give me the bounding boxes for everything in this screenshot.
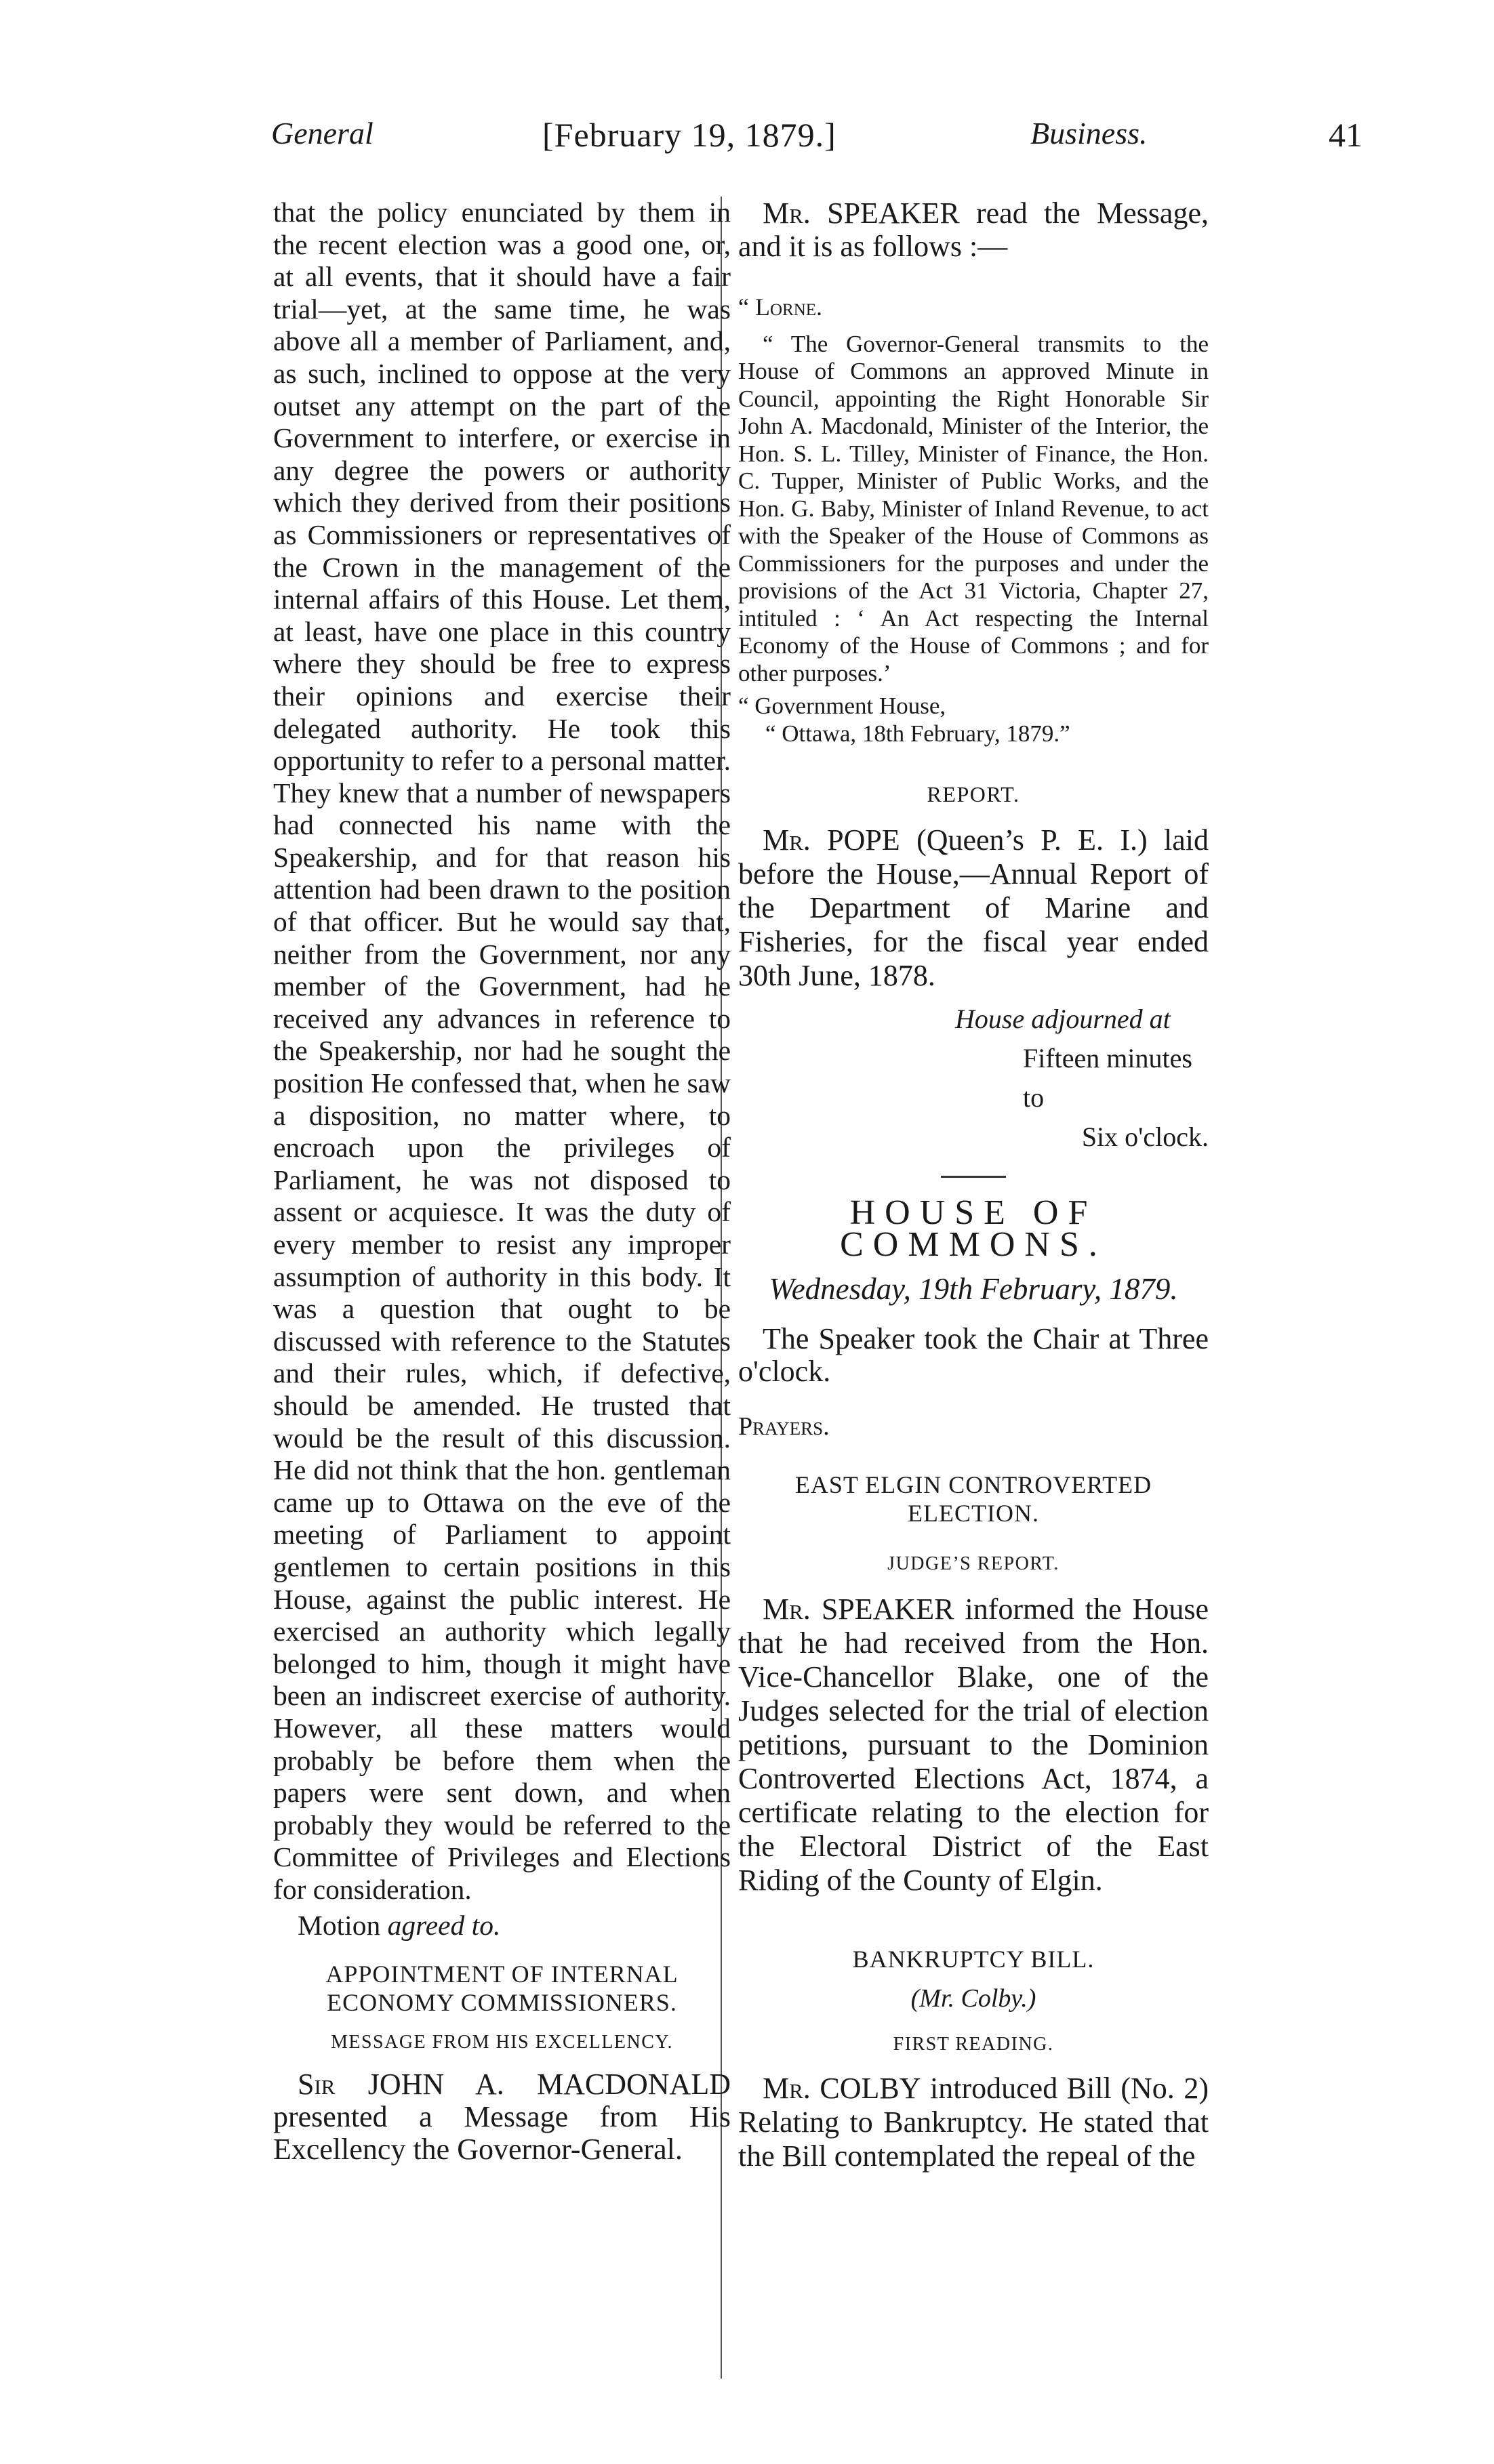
header-date: [February 19, 1879.]: [542, 116, 836, 154]
message-date: “ Ottawa, 18th February, 1879.”: [765, 720, 1070, 747]
adjournment-line-2: Fifteen minutes to: [1023, 1042, 1192, 1113]
section-rule: [941, 1176, 1006, 1178]
adjournment-line-3: Six o'clock.: [1081, 1121, 1209, 1152]
paragraph-speaker-read: [738, 197, 1209, 263]
section-heading-east-elgin: EAST ELGIN CONTROVERTED ELECTION.: [794, 1471, 1152, 1527]
bill-sponsor: (Mr. Colby.): [910, 1984, 1036, 2013]
speaker-name: Mr. SPEAKER: [763, 1592, 954, 1626]
subheading-judges-report: JUDGE’S REPORT.: [887, 1553, 1059, 1575]
message-origin: “ Government House,: [738, 693, 946, 720]
right-column: [738, 197, 1209, 2173]
adjournment-note: [738, 1000, 1209, 1157]
section-heading-bankruptcy: BANKRUPTCY BILL.: [852, 1945, 1095, 1973]
section-heading-internal-economy: APPOINTMENT OF INTERNAL ECONOMY COMMISSIONERS.: [325, 1960, 679, 2017]
paragraph-macdonald: [273, 2068, 731, 2166]
motion-line: [273, 1910, 731, 1942]
paragraph-text: read the Message, and it is as follows :—: [738, 197, 1209, 263]
paragraph-continued: that the policy enunciated by them in the recent election was a good one, or, at all events, that it should have a fair trial—yet, at the same time, he was above all a member of Parliament, and, as such, inclined to oppose at the very outset any attempt on the part of the Government to interfere, or exercise in any degree the powers or authority which they derived from their positions as Commissioners or representatives of the Crown in the management of the internal affairs of this House. Let them, at least, have one place in this country where they should be free to express their opinions and exercise their delegated authority. He took this opportunity to refer to a personal matter. They knew that a number of newspapers had connected his name with the Speakership, and for that reason his attention had been drawn to the position of that officer. But he would say that, neither from the Government, nor any member of the Government, had he received any advances in reference to the Speakership, nor had he sought the position He confessed that, when he saw a disposition, no matter where, to encroach upon the privileges of Parliament, he was not disposed to assent or acquiesce. It was the duty of every member to resist any improper assumption of authority in this body. It was a question that ought to be discussed with reference to the Statutes and their rules, which, if defective, should be amended. He trusted that would be the result of this discussion. He did not think that the hon. gentleman came up to Ottawa on the eve of the meeting of Parliament to appoint gentlemen to certain positions in this House, against the public interest. He exercised an authority which legally belonged to him, though it might have been an indiscreet exercise of authority. However, all these matters would probably be before them when the papers were sent down, and when probably they would be referred to the Committee of Privileges and Elections for consideration.: [273, 197, 731, 1905]
house-title: HOUSE OF COMMONS.: [840, 1193, 1107, 1265]
sitting-date: Wednesday, 19th February, 1879.: [769, 1271, 1178, 1306]
paragraph-colby: [738, 2072, 1209, 2173]
running-header: [271, 115, 1369, 169]
speaker-name: Mr. COLBY: [763, 2071, 921, 2105]
speaker-name: Sir JOHN A. MACDONALD: [298, 2067, 731, 2101]
subheading-message: MESSAGE FROM HIS EXCELLENCY.: [330, 2032, 674, 2053]
adjournment-line-1: House adjourned at: [955, 1003, 1171, 1034]
header-left: General: [271, 116, 374, 150]
paragraph-text: introduced Bill (No. 2) Relating to Bankruptcy. He stated that the Bill contemplated the repeal of the: [738, 2071, 1209, 2173]
paragraph-speaker-chair: The Speaker took the Chair at Three o'clock.: [738, 1322, 1209, 1389]
speaker-name: Mr. SPEAKER: [763, 197, 960, 230]
message-body: “ The Governor-General transmits to the House of Commons an approved Minute in Council, appointing the Right Honorable Sir John A. Macdonald, Minister of the Interior, the Hon. S. L. Tilley, Minister of Finance, the Hon. C. Tupper, Minister of Public Works, and the Hon. G. Baby, Minister of Inland Revenue, to act with the Speaker of the House of Commons as Commissioners for the purposes and under the provisions of the Act 31 Victoria, Chapter 27, intituled : ‘ An Act respecting the Internal Economy of the House of Commons ; and for other purposes.’: [738, 330, 1209, 686]
motion-text: Motion: [298, 1910, 388, 1942]
report-heading: REPORT.: [927, 782, 1020, 807]
message-signature-lorne: “ Lorne.: [738, 293, 823, 321]
paragraph-pope: [738, 823, 1209, 993]
subheading-first-reading: FIRST READING.: [893, 2034, 1054, 2055]
motion-result: agreed to.: [387, 1910, 501, 1942]
paragraph-speaker-informed: [738, 1593, 1209, 1897]
left-column: [273, 197, 731, 2166]
page-number: 41: [1329, 116, 1362, 154]
prayers-label: Prayers.: [738, 1412, 830, 1441]
paragraph-text: informed the House that he had received from the Hon. Vice-Chancellor Blake, one of the Judges selected for the trial of election petitions, pursuant to the Dominion Controverted Elections Act, 1874, a certificate relating to the election for the Electoral District of the East Riding of the County of Elgin.: [738, 1592, 1209, 1897]
paragraph-text: presented a Message from His Excellency the Governor-General.: [273, 2099, 731, 2166]
header-right: Business.: [1030, 116, 1148, 150]
speaker-name: Mr. POPE: [763, 823, 900, 857]
paragraph-text: (Queen’s P. E. I.) laid before the House,—Annual Report of the Department of Marine and Fisheries, for the fiscal year ended 30th June, 1878.: [738, 823, 1209, 992]
